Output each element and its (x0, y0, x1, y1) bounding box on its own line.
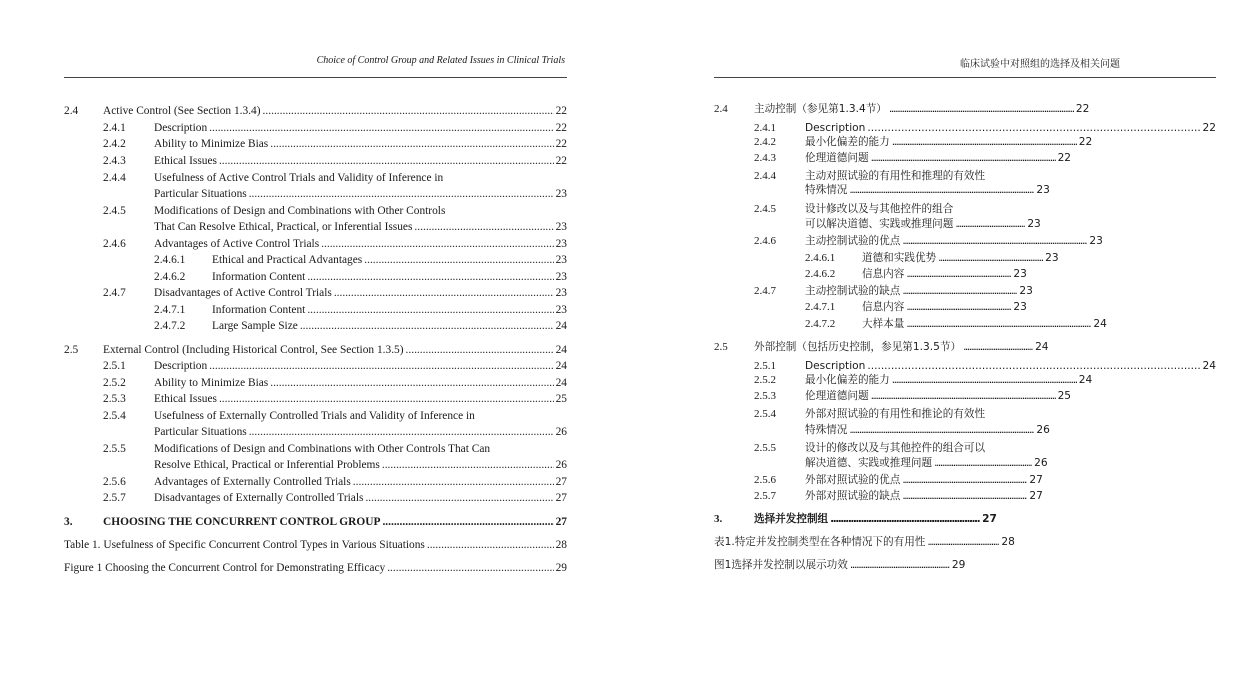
toc-entry-title: Description (805, 360, 866, 372)
toc-section-number: 2.4.5 (754, 203, 776, 215)
toc-dot-leader (955, 217, 1025, 231)
toc-page-number: 24 (555, 344, 567, 356)
toc-dot-leader (307, 303, 553, 317)
toc-page-number: 23 (555, 188, 567, 200)
toc-entry-title: 解决道德、实践或推理问题 (805, 457, 933, 469)
toc-page-number: 28 (555, 539, 567, 551)
toc-page-number: 23 (555, 238, 567, 250)
toc-dot-leader (906, 317, 1091, 331)
left-running-header: Choice of Control Group and Related Issues in Clinical Trials (316, 55, 565, 66)
toc-entry-title: Figure 1 Choosing the Concurrent Control for Demonstrating Efficacy (64, 562, 386, 574)
toc-page-number: 23 (1013, 301, 1027, 313)
toc-entry-title: 大样本量 (862, 318, 905, 330)
toc-page-number: 23 (1036, 184, 1050, 196)
left-header-rule (64, 77, 567, 78)
toc-section-number: 2.5.2 (754, 374, 776, 386)
toc-entry-title: Advantages of Externally Controlled Trials (154, 476, 351, 488)
toc-page-number: 22 (555, 122, 567, 134)
toc-entry-title: 外部对照试验的有用性和推论的有效性 (805, 408, 986, 420)
toc-page-number: 27 (555, 476, 567, 488)
right-running-header: 临床试验中对照组的选择及相关问题 (960, 59, 1120, 70)
toc-dot-leader (871, 151, 1056, 165)
toc-page-number: 25 (1057, 390, 1072, 402)
toc-dot-leader (902, 234, 1087, 248)
toc-dot-leader (382, 458, 554, 472)
toc-dot-leader (902, 489, 1027, 503)
toc-dot-leader (906, 300, 1011, 314)
toc-entry-title: 主动对照试验的有用性和推理的有效性 (805, 170, 986, 182)
toc-section-number: 2.5.3 (754, 390, 776, 402)
toc-page-number: 27 (1029, 474, 1043, 486)
toc-dot-leader (249, 425, 554, 439)
toc-page-number: 23 (555, 287, 567, 299)
toc-dot-leader (219, 392, 554, 406)
toc-entry-title: Particular Situations (154, 188, 247, 200)
toc-page-number: 24 (555, 360, 567, 372)
toc-page-number: 23 (1089, 235, 1103, 247)
toc-entry-title: Description (805, 122, 866, 134)
toc-dot-leader (902, 284, 1017, 298)
toc-dot-leader (382, 515, 553, 529)
toc-dot-leader (270, 376, 553, 390)
toc-section-number: 2.4.6.1 (154, 254, 186, 266)
toc-entry-title: That Can Resolve Ethical, Practical, or Inferential Issues (154, 221, 413, 233)
toc-section-number: 2.4.7.1 (154, 304, 186, 316)
toc-entry-title: 可以解决道德、实践或推理问题 (805, 218, 954, 230)
toc-entry-title: Advantages of Active Control Trials (154, 238, 320, 250)
toc-page-number: 23 (1013, 268, 1027, 280)
toc-entry-title: Active Control (See Section 1.3.4) (103, 105, 261, 117)
toc-entry-title: 信息内容 (862, 268, 905, 280)
toc-dot-leader (938, 251, 1043, 265)
toc-page-number: 23 (555, 254, 567, 266)
toc-entry-title: Ability to Minimize Bias (154, 138, 269, 150)
toc-entry-title: Ethical Issues (154, 393, 217, 405)
toc-page-number: 22 (1202, 122, 1216, 134)
toc-section-number: 2.5.5 (103, 443, 126, 455)
toc-entry-title: Information Content (212, 304, 306, 316)
toc-section-number: 2.5.6 (754, 474, 776, 486)
toc-entry-title: 信息内容 (862, 301, 905, 313)
toc-section-number: 2.4.6 (754, 235, 776, 247)
toc-entry-title: CHOOSING THE CONCURRENT CONTROL GROUP (103, 516, 381, 528)
toc-section-number: 2.4.3 (754, 152, 776, 164)
toc-page-number: 23 (1019, 285, 1033, 297)
toc-entry-title: 最小化偏差的能力 (805, 374, 890, 386)
toc-entry-title: 设计修改以及与其他控件的组合 (805, 203, 954, 215)
toc-dot-leader (867, 121, 1200, 135)
toc-entry-title: Description (154, 360, 208, 372)
toc-page-number: 24 (1035, 341, 1049, 353)
toc-dot-leader (219, 154, 554, 168)
toc-dot-leader (249, 187, 554, 201)
toc-dot-leader (871, 389, 1056, 403)
toc-page-number: 29 (555, 562, 567, 574)
toc-section-number: 2.5.7 (754, 490, 776, 502)
toc-dot-leader (892, 135, 1077, 149)
toc-dot-leader (830, 512, 980, 526)
toc-section-number: 2.5.7 (103, 492, 126, 504)
toc-dot-leader (850, 558, 950, 572)
toc-section-number: 3. (64, 516, 73, 528)
toc-section-number: 3. (714, 513, 723, 525)
toc-entry-title: Modifications of Design and Combinations with Other Controls That Can (154, 443, 491, 455)
toc-page-number: 28 (1001, 536, 1015, 548)
toc-section-number: 2.4.6.2 (154, 271, 186, 283)
toc-page-number: 25 (555, 393, 567, 405)
toc-page-number: 23 (555, 221, 567, 233)
toc-dot-leader (849, 423, 1034, 437)
toc-entry-title: 特殊情况 (805, 424, 848, 436)
toc-section-number: 2.5.5 (754, 442, 776, 454)
toc-entry-title: Disadvantages of Externally Controlled Trials (154, 492, 364, 504)
toc-section-number: 2.4.7.2 (154, 320, 186, 332)
toc-section-number: 2.4.7 (103, 287, 126, 299)
toc-dot-leader (889, 102, 1074, 116)
toc-entry-title: 表1.特定并发控制类型在各种情况下的有用性 (714, 536, 926, 548)
toc-dot-leader (307, 270, 553, 284)
toc-page-number: 29 (951, 559, 966, 571)
right-header-rule (714, 77, 1216, 78)
toc-entry-title: 外部对照试验的缺点 (805, 490, 901, 502)
toc-entry-title: Resolve Ethical, Practical or Inferential Problems (154, 459, 380, 471)
toc-entry-title: Table 1. Usefulness of Specific Concurrent Control Types in Various Situations (64, 539, 425, 551)
toc-section-number: 2.5.1 (103, 360, 126, 372)
toc-section-number: 2.4.6.1 (805, 252, 836, 264)
toc-section-number: 2.4.7 (754, 285, 776, 297)
toc-dot-leader (300, 319, 554, 333)
toc-entry-title: Ability to Minimize Bias (154, 377, 269, 389)
toc-entry-title: 伦理道德问题 (805, 390, 869, 402)
toc-section-number: 2.5 (714, 341, 728, 353)
toc-page-number: 24 (555, 377, 567, 389)
toc-page-number: 24 (555, 320, 567, 332)
toc-entry-title: 道德和实践优势 (862, 252, 937, 264)
toc-page-number: 27 (1029, 490, 1043, 502)
toc-dot-leader (927, 535, 999, 549)
toc-page-number: 22 (555, 105, 567, 117)
toc-page-number: 26 (1036, 424, 1050, 436)
toc-section-number: 2.5.6 (103, 476, 126, 488)
toc-dot-leader (270, 137, 553, 151)
toc-section-number: 2.5 (64, 344, 79, 356)
toc-page-number: 23 (1027, 218, 1041, 230)
toc-section-number: 2.4 (714, 103, 728, 115)
toc-entry-title: 主动控制（参见第1.3.4节） (754, 103, 887, 115)
toc-entry-title: 选择并发控制组 (754, 513, 829, 525)
toc-entry-title: 图1选择并发控制以展示功效 (714, 559, 848, 571)
toc-dot-leader (353, 475, 554, 489)
toc-entry-title: Modifications of Design and Combinations with Other Controls (154, 205, 446, 217)
toc-page-number: 27 (555, 516, 567, 528)
toc-page-number: 24 (1078, 374, 1093, 386)
toc-section-number: 2.4.4 (754, 170, 776, 182)
toc-entry-title: Description (154, 122, 208, 134)
toc-section-number: 2.4.5 (103, 205, 126, 217)
toc-dot-leader (209, 121, 553, 135)
toc-entry-title: 外部对照试验的优点 (805, 474, 901, 486)
toc-entry-title: Ethical Issues (154, 155, 217, 167)
toc-dot-leader (867, 359, 1200, 373)
toc-entry-title: Ethical and Practical Advantages (212, 254, 363, 266)
toc-entry-title: 最小化偏差的能力 (805, 136, 890, 148)
toc-entry-title: Information Content (212, 271, 306, 283)
toc-section-number: 2.4.3 (103, 155, 126, 167)
toc-entry-title: 伦理道德问题 (805, 152, 869, 164)
toc-dot-leader (209, 359, 553, 373)
toc-dot-leader (364, 253, 553, 267)
toc-section-number: 2.5.3 (103, 393, 126, 405)
toc-dot-leader (414, 220, 553, 234)
toc-dot-leader (334, 286, 554, 300)
toc-section-number: 2.4.2 (103, 138, 126, 150)
toc-entry-title: Disadvantages of Active Control Trials (154, 287, 332, 299)
toc-entry-title: External Control (Including Historical Control, See Section 1.3.5) (103, 344, 404, 356)
toc-page-number: 24 (1093, 318, 1107, 330)
toc-dot-leader (427, 538, 554, 552)
toc-entry-title: 主动控制试验的优点 (805, 235, 901, 247)
toc-page-number: 22 (1075, 103, 1090, 115)
toc-section-number: 2.4.1 (754, 122, 776, 134)
toc-dot-leader (263, 104, 554, 118)
toc-section-number: 2.4.7.2 (805, 318, 836, 330)
toc-section-number: 2.5.4 (103, 410, 126, 422)
toc-dot-leader (906, 267, 1011, 281)
toc-dot-leader (406, 343, 554, 357)
toc-page-number: 26 (555, 459, 567, 471)
toc-section-number: 2.5.2 (103, 377, 126, 389)
toc-entry-title: 外部控制（包括历史控制，参见第1.3.5节） (754, 341, 962, 353)
toc-page-number: 22 (1078, 136, 1093, 148)
toc-section-number: 2.4 (64, 105, 79, 117)
toc-page-number: 27 (555, 492, 567, 504)
toc-page-number: 23 (555, 304, 567, 316)
toc-dot-leader (849, 183, 1034, 197)
toc-dot-leader (387, 561, 553, 575)
toc-page-number: 23 (555, 271, 567, 283)
toc-entry-title: 设计的修改以及与其他控件的组合可以 (805, 442, 986, 454)
toc-dot-leader (934, 456, 1032, 470)
toc-dot-leader (892, 373, 1077, 387)
toc-entry-title: 特殊情况 (805, 184, 848, 196)
toc-entry-title: Large Sample Size (212, 320, 298, 332)
toc-section-number: 2.4.4 (103, 172, 126, 184)
toc-entry-title: Particular Situations (154, 426, 247, 438)
toc-entry-title: Usefulness of Active Control Trials and Validity of Inference in (154, 172, 444, 184)
toc-page-number: 22 (555, 155, 567, 167)
toc-section-number: 2.4.6 (103, 238, 126, 250)
toc-page-number: 23 (1045, 252, 1059, 264)
toc-dot-leader (963, 340, 1033, 354)
toc-page-number: 27 (982, 513, 997, 525)
toc-section-number: 2.4.2 (754, 136, 776, 148)
toc-section-number: 2.4.7.1 (805, 301, 836, 313)
toc-dot-leader (365, 491, 553, 505)
toc-section-number: 2.4.1 (103, 122, 126, 134)
toc-page-number: 22 (555, 138, 567, 150)
toc-section-number: 2.5.4 (754, 408, 776, 420)
toc-entry-title: Usefulness of Externally Controlled Trials and Validity of Inference in (154, 410, 475, 422)
toc-section-number: 2.5.1 (754, 360, 776, 372)
toc-page-number: 26 (1034, 457, 1048, 469)
toc-page-number: 26 (555, 426, 567, 438)
toc-entry-title: 主动控制试验的缺点 (805, 285, 901, 297)
toc-section-number: 2.4.6.2 (805, 268, 836, 280)
toc-page-number: 22 (1057, 152, 1072, 164)
toc-dot-leader (321, 237, 553, 251)
toc-page-number: 24 (1202, 360, 1216, 372)
toc-dot-leader (902, 473, 1027, 487)
